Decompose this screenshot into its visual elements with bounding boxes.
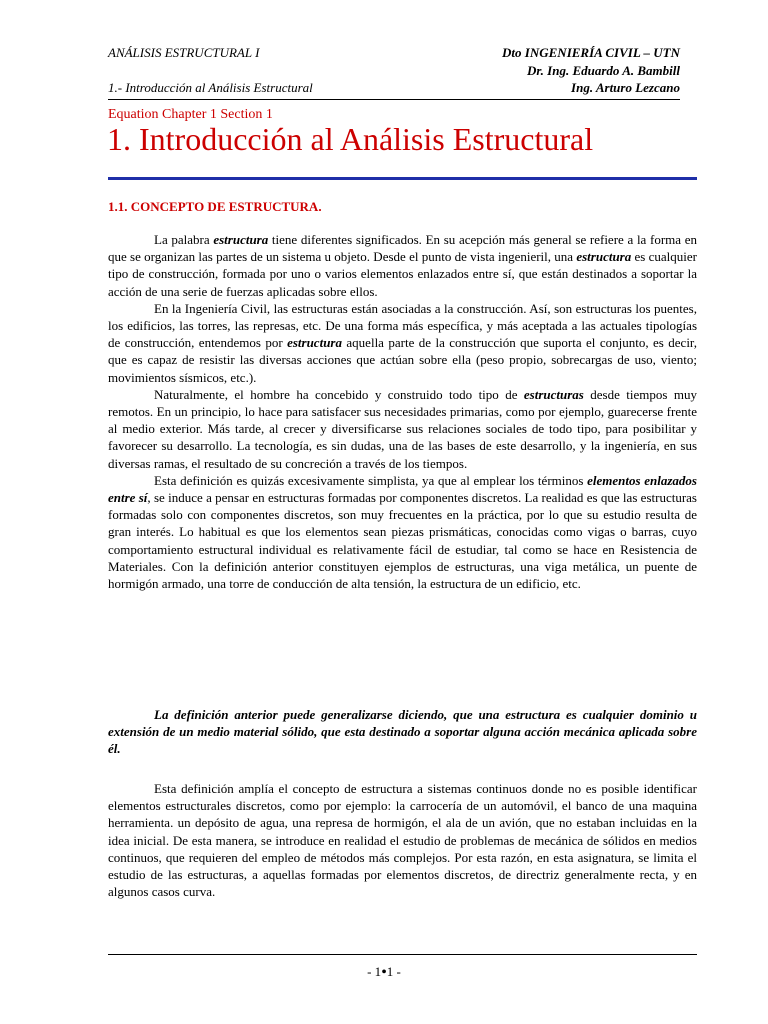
header-department: Dto INGENIERÍA CIVIL – UTN — [502, 45, 680, 60]
p2-text-a: En la Ingeniería Civil, las estructuras están asociadas a la construcción. Así, son estructuras los puentes, los edificios, las torres, las represas, etc. De una forma más específica, y más aceptada a las actuales tipologías de construcción, entendemos por — [108, 300, 697, 351]
chapter-title-rule — [108, 177, 697, 180]
p1-text-c: tiene diferentes significados. En su acepción más general se refiere a la forma en que se organizan las partes de un sistema u objeto. Desde el punto de vista ingenieril, una — [108, 232, 698, 265]
p4-emphasis: elementos enlazados entre sí — [108, 472, 697, 506]
paragraph-4 — [108, 472, 697, 592]
p2-emphasis: estructura — [287, 335, 342, 351]
p4-text-c: , se induce a pensar en estructuras formadas por componentes discretos. La realidad es que las estructuras formadas solo con componentes discretos, son muy frecuentes en la práctica, por lo que su estudio resulta de gran interés. Lo habitual es que los elementos sean piezas prismáticas, conocidas como vigas o barras, cuyo comportamiento estructural individual es relativamente fácil de estudiar, tal como se hace en Resistencia de Materiales. Con la definición anterior constituyen ejemplos de estructuras, una viga metálica, un puente de hormigón armado, una torre de conducción de alta tensión, la estructura de un edificio, etc. — [108, 490, 697, 592]
paragraph-3 — [108, 386, 697, 472]
header-row-2 — [108, 63, 680, 81]
page-number — [0, 964, 768, 980]
paragraph-1 — [108, 231, 697, 300]
p1-emphasis-1: estructura — [213, 232, 269, 247]
equation-reference: Equation Chapter 1 Section 1 — [108, 107, 273, 122]
paragraph-6: Esta definición amplía el concepto de estructura a sistemas continuos donde no es posible identificar elementos estructurales discretos, como por ejemplo: la carrocería de un automóvil, el banco de una maquina herramienta. un depósito de agua, una represa de hormigón, el ala de un avión, que no estaban incluidas en la idea inicial. De esta manera, se introduce en realidad el estudio de problemas de mecánica de sólidos en medios continuos, que requieren del empleo de métodos más complejos. Por esta razón, en esta asignatura, se limita el estudio de las estructuras, a aquellas formadas por elementos discretos, de directriz generalmente recta, y en algunos casos curva. — [108, 781, 697, 900]
p2-text-c: aquella parte de la construcción que suporta el conjunto, es decir, que es capaz de resistir las diversas acciones que actúan sobre ella (peso propio, sobrecargas de uso, viento; movimientos sísmicos, etc.). — [108, 335, 697, 385]
header-author-1: Dr. Ing. Eduardo A. Bambill — [526, 63, 680, 78]
header-divider — [108, 99, 680, 100]
paragraph-2 — [108, 300, 697, 386]
p3-text-c: desde tiempos muy remotos. En un principio, lo hace para satisfacer sus necesidades primarias, como por ejemplo, guarecerse frente al medio exterior. Más tarde, al crecer y diversificarse sus relaciones sociales de todo tipo, para posibilitar y favorecer su desarrollo. La tecnología, es sin dudas, una de las bases de este desarrollo, y la ingeniería, en sus diversas ramas, el resultado de su concreción a través de los tiempos. — [108, 386, 697, 471]
header-course: ANÁLISIS ESTRUCTURAL I — [108, 45, 260, 60]
chapter-title: 1. Introducción al Análisis Estructural — [107, 121, 594, 157]
p1-text-e: es cualquier tipo de construcción, formada por uno o varios elementos enlazados entre sí, que están destinados a soportar la acción de una serie de fuerzas aplicadas sobre ellos. — [108, 249, 697, 299]
footer-divider — [108, 954, 697, 955]
bullet-dot-icon: • — [381, 964, 387, 981]
paragraph-5-definition: La definición anterior puede generalizarse diciendo, que una estructura es cualquier dominio u extensión de un medio material sólido, que esta destinado a soportar alguna acción mecánica aplicada sobre él. — [108, 707, 697, 757]
body-text-block-3 — [108, 780, 697, 900]
header-chapter: 1.- Introducción al Análisis Estructural — [108, 80, 313, 95]
section-title: 1.1. CONCEPTO DE ESTRUCTURA. — [108, 199, 322, 214]
header-author-2: Ing. Arturo Lezcano — [571, 80, 680, 95]
header-row-3 — [108, 80, 680, 98]
p3-emphasis: estructuras — [523, 386, 584, 402]
p1-text-a: La palabra — [154, 232, 214, 247]
header-row-1 — [108, 45, 680, 63]
page-number-prefix: - 1 — [367, 964, 382, 979]
p4-text-a: Esta definición es quizás excesivamente simplista, ya que al emplear los términos — [154, 472, 588, 488]
page-number-suffix: 1 - — [386, 964, 401, 979]
body-text-block-2 — [108, 706, 697, 758]
body-text-block-1 — [108, 231, 697, 592]
p3-text-a: Naturalmente, el hombre ha concebido y construido todo tipo de — [154, 386, 524, 402]
p1-emphasis-2: estructura — [576, 249, 632, 265]
